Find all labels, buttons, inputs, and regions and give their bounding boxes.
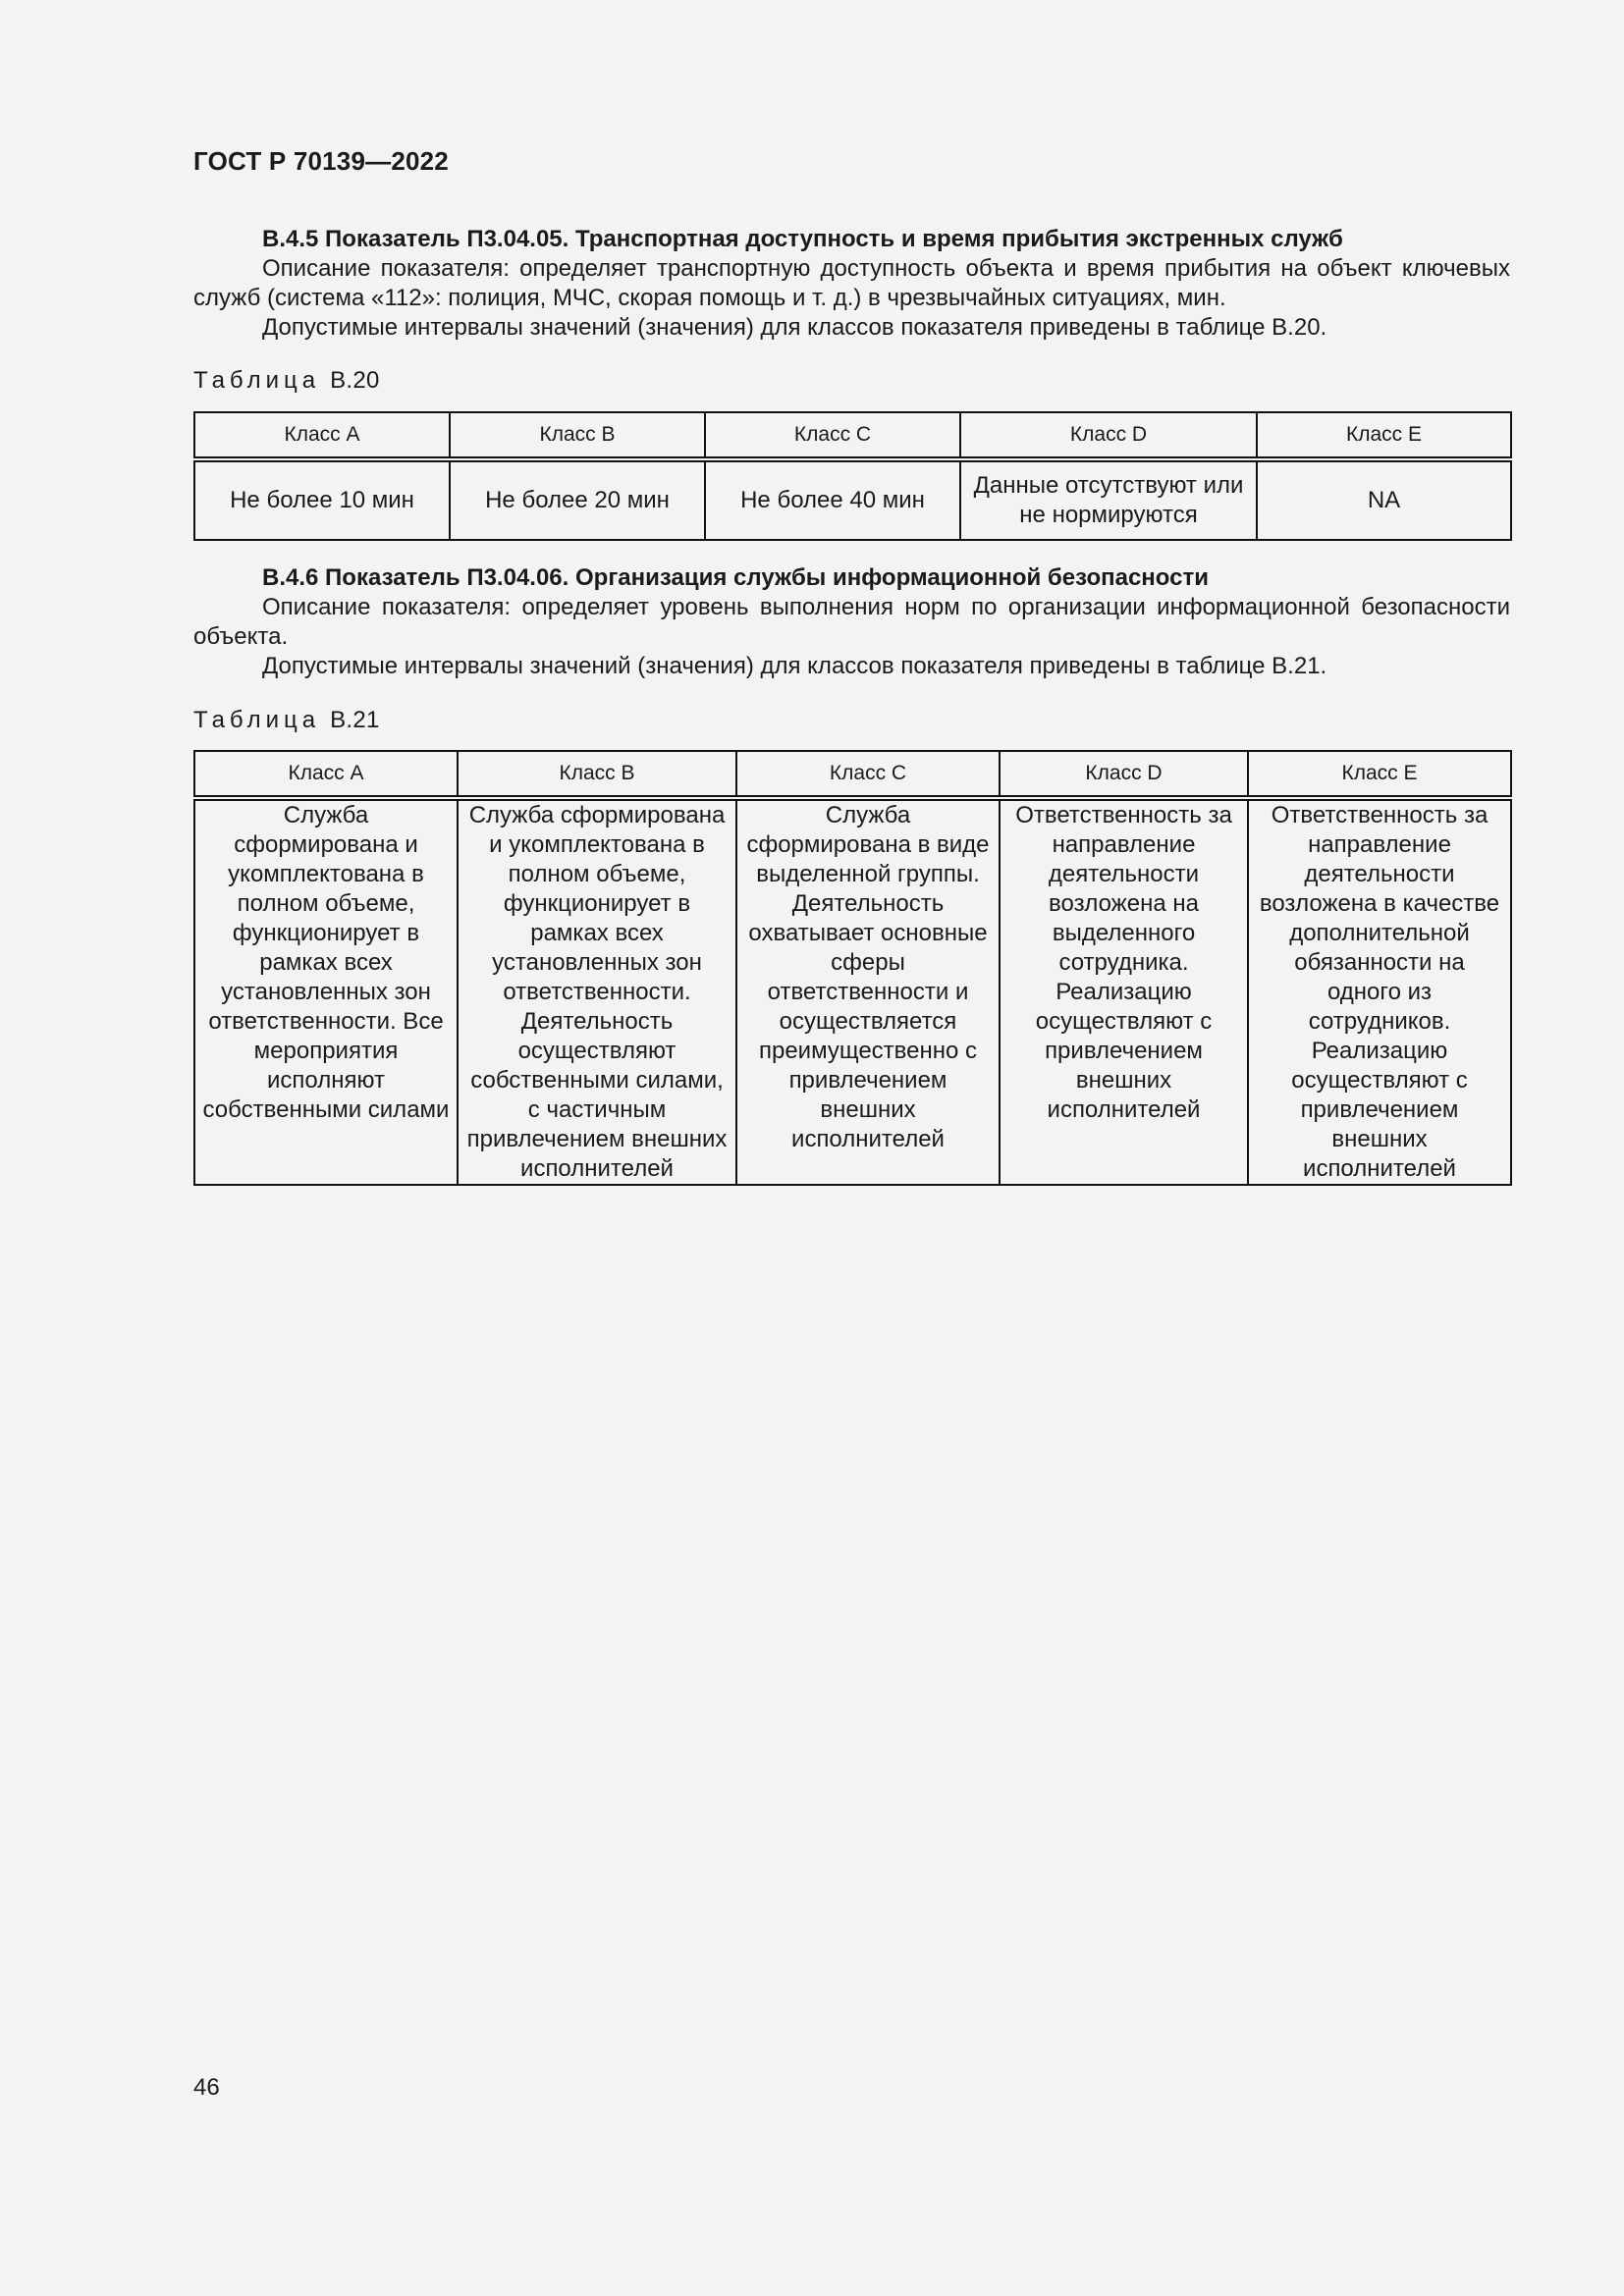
table-b20	[193, 411, 1512, 541]
header-class-e: Класс E	[1257, 412, 1511, 459]
header-class-c: Класс C	[705, 412, 960, 459]
page-number: 46	[193, 2074, 220, 2101]
cell-class-e: NA	[1257, 459, 1511, 540]
header-class-a: Класс A	[194, 412, 450, 459]
table-caption	[193, 367, 380, 395]
cell-class-a: Служба сформирована и укомплектована в полном объеме, функционирует в рамках всех установленных зон ответственности. Все мероприятия исполняют собственными силами	[194, 798, 458, 1185]
header-class-e: Класс E	[1248, 751, 1511, 798]
header-class-d: Класс D	[960, 412, 1257, 459]
cell-class-d: Ответственность за направление деятельности возложена на выделенного сотрудника. Реализацию осуществляют с привлечением внешних исполнителей	[1000, 798, 1248, 1185]
intervals-note: Допустимые интервалы значений (значения) для классов показателя приведены в таблице В.21.	[262, 653, 1327, 679]
table-header-row	[194, 412, 1511, 459]
table-caption-word: Таблица	[193, 707, 321, 733]
cell-class-e: Ответственность за направление деятельности возложена в качестве дополнительной обязанности на одного из сотрудников. Реализацию осуществляют с привлечением внешних исполнителей	[1248, 798, 1511, 1185]
table-caption-number: В.21	[330, 707, 380, 733]
cell-class-c: Служба сформирована в виде выделенной группы. Деятельность охватывает основные сферы ответственности и осуществляется преимущественно с привлечением внешних исполнителей	[736, 798, 1000, 1185]
table-row	[194, 459, 1511, 540]
indicator-description: Описание показателя: определяет транспортную доступность объекта и время прибытия на объект ключевых служб (система «112»: полиция, МЧС, скорая помощь и т. д.) в чрезвычайных ситуациях, мин.	[193, 255, 1510, 311]
header-class-d: Класс D	[1000, 751, 1248, 798]
section-b45	[193, 225, 1510, 343]
indicator-description: Описание показателя: определяет уровень выполнения норм по организации информационной безопасности объекта.	[193, 594, 1510, 650]
header-class-b: Класс B	[450, 412, 705, 459]
table-b21	[193, 750, 1512, 1186]
table-header-row	[194, 751, 1511, 798]
table-row	[194, 798, 1511, 1185]
section-heading: В.4.6 Показатель П3.04.06. Организация службы информационной безопасности	[262, 564, 1209, 591]
cell-class-d: Данные отсутствуют или не нормируются	[960, 459, 1257, 540]
intervals-note: Допустимые интервалы значений (значения) для классов показателя приведены в таблице В.20.	[262, 314, 1327, 341]
cell-class-b: Не более 20 мин	[450, 459, 705, 540]
section-b46	[193, 563, 1510, 681]
table-caption	[193, 707, 380, 734]
table-caption-number: В.20	[330, 367, 380, 394]
table-caption-word: Таблица	[193, 367, 321, 394]
header-class-c: Класс C	[736, 751, 1000, 798]
cell-class-a: Не более 10 мин	[194, 459, 450, 540]
cell-class-b: Служба сформирована и укомплектована в полном объеме, функционирует в рамках всех установленных зон ответственности. Деятельность осуществляют собственными силами, с частичным привлечением внешних исполнителей	[458, 798, 736, 1185]
header-class-b: Класс B	[458, 751, 736, 798]
section-heading: В.4.5 Показатель П3.04.05. Транспортная доступность и время прибытия экстренных служб	[262, 226, 1343, 252]
header-class-a: Класс A	[194, 751, 458, 798]
standard-id: ГОСТ Р 70139—2022	[193, 146, 449, 176]
cell-class-c: Не более 40 мин	[705, 459, 960, 540]
